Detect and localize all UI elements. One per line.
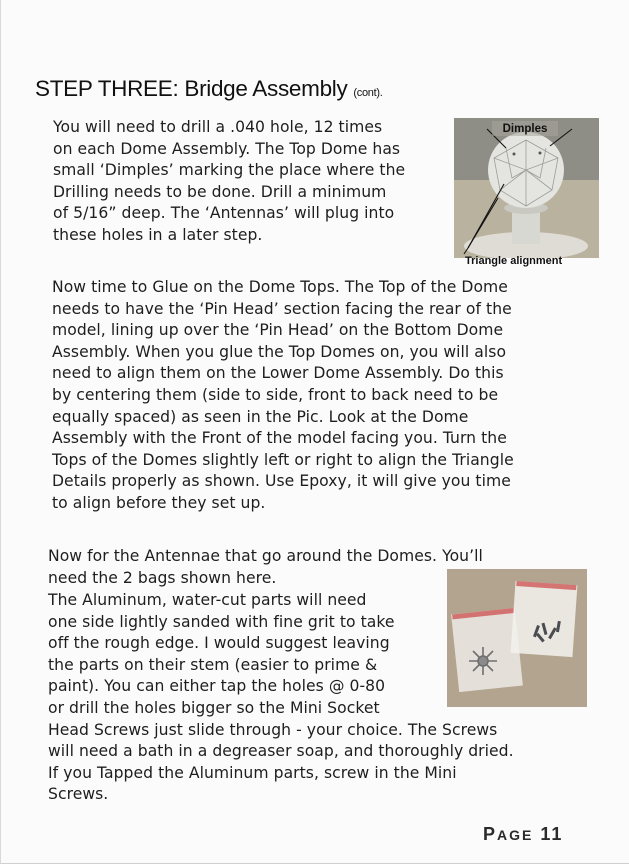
paragraph-antennae	[48, 590, 514, 806]
text-line: model, lining up over the ‘Pin Head’ on the Bottom Dome	[52, 321, 504, 340]
page-word-rest: AGE	[497, 827, 534, 843]
text-line: Now time to Glue on the Dome Tops. The Top of the Dome	[52, 278, 508, 296]
dome-illustration	[454, 118, 599, 258]
page-number-value: 11	[540, 824, 564, 844]
text-line: Now for the Antennae that go around the Domes. You’ll	[48, 547, 483, 565]
text-line: will need a bath in a degreaser soap, and thoroughly dried.	[48, 742, 514, 761]
title-suffix: (cont).	[353, 87, 383, 99]
text-line: If you Tapped the Aluminum parts, screw in the Mini	[48, 763, 457, 782]
text-line: Head Screws just slide through - your choice. The Screws	[48, 720, 498, 739]
text-line: off the rough edge. I would suggest leaving	[48, 634, 390, 653]
text-line: the parts on their stem (easier to prime &	[48, 655, 378, 674]
text-line: small ‘Dimples’ marking the place where the	[53, 161, 406, 180]
dimples-label: Dimples	[502, 123, 548, 135]
page-title	[35, 76, 382, 102]
text-line: equally spaced) as seen in the Pic. Look at the Dome	[52, 407, 469, 426]
text-line: on each Dome Assembly. The Top Dome has	[53, 139, 401, 158]
text-line: Drilling needs to be done. Drill a minimum	[53, 182, 387, 201]
text-line: by centering them (side to side, front to back need to be	[52, 385, 499, 404]
text-line: paint). You can either tap the holes @ 0-80	[48, 677, 386, 696]
text-line: or drill the holes bigger so the Mini Socket	[48, 698, 380, 717]
text-line: You will need to drill a .040 hole, 12 times	[53, 118, 383, 136]
text-line: Assembly with the Front of the model facing you. Turn the	[52, 429, 507, 448]
text-line: need the 2 bags shown here.	[48, 568, 277, 587]
text-line: Details properly as shown. Use Epoxy, it will give you time	[52, 472, 511, 491]
paragraph-antennae-intro	[48, 546, 483, 589]
text-line: The Aluminum, water-cut parts will need	[48, 591, 367, 609]
paragraph-glue-domes	[52, 277, 514, 515]
page-word-first: P	[483, 824, 498, 844]
text-line: Tops of the Domes slightly left or right to align the Triangle	[52, 450, 514, 469]
text-line: to align before they set up.	[52, 493, 266, 512]
text-line: Assembly. When you glue the Top Domes on, you will also	[52, 342, 507, 361]
text-line: these holes in a later step.	[53, 225, 263, 244]
text-line: need to align them on the Lower Dome Assembly. Do this	[52, 364, 504, 383]
photo-caption: Triangle alignment	[465, 255, 563, 267]
dome-photo	[454, 118, 599, 258]
title-main: STEP THREE: Bridge Assembly	[35, 76, 354, 101]
page-number	[483, 824, 563, 845]
text-line: needs to have the ‘Pin Head’ section facing the rear of the	[52, 299, 512, 318]
text-line: Screws.	[48, 785, 109, 804]
text-line: of 5/16” deep. The ‘Antennas’ will plug into	[53, 204, 395, 223]
paragraph-drilling	[53, 117, 405, 247]
text-line: one side lightly sanded with fine grit to take	[48, 612, 395, 631]
